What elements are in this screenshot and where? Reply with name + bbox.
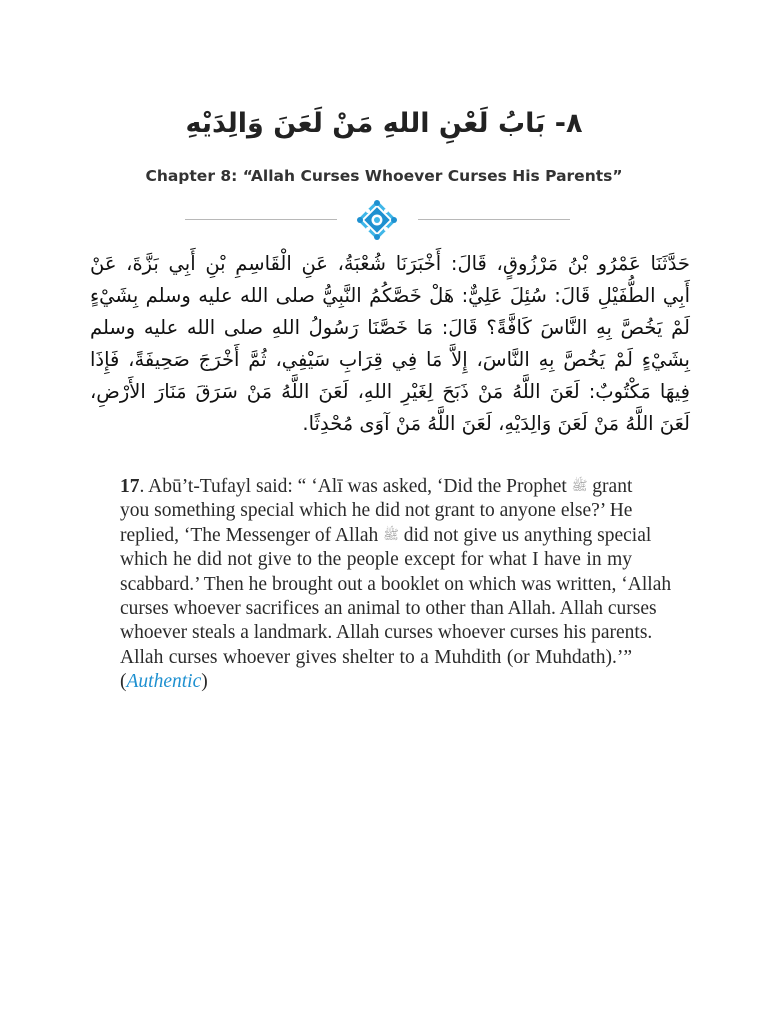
divider-line-left <box>185 219 337 220</box>
salutation-icon: ﷺ <box>383 527 399 543</box>
chapter-title: Chapter 8: “Allah Curses Whoever Curses His Parents” <box>145 167 623 185</box>
translation-line: curses whoever sacrifices an animal to other than Allah. Allah curses <box>120 598 657 620</box>
translation-line: 17. Abū’t-Tufayl said: “ ‘Alī was asked, ‘Did the Prophet ﷺ grant <box>120 475 632 499</box>
translation-line: which he did not give to the people except for what I have in my <box>120 549 632 571</box>
arabic-line: لَمْ يَخُصَّ بِهِ النَّاسَ كَافَّةً؟ قَالَ: مَا خَصَّنَا رَسُولُ اللهِ صلى الله عليه وسلم <box>90 316 690 339</box>
translation-line: you something special which he did not grant to anyone else?’ He <box>120 500 633 522</box>
divider-line-right <box>418 219 570 220</box>
star-ornament-icon <box>355 198 399 242</box>
arabic-line: لَعَنَ اللَّهُ مَنْ لَعَنَ وَالِدَيْهِ، لَعَنَ اللَّهُ مَنْ آوَى مُحْدِثًا. <box>302 412 690 435</box>
arabic-hadith-text <box>90 248 690 440</box>
arabic-line: بِشَيْءٍ لَمْ يَخُصَّ بِهِ النَّاسَ، إِلاَّ مَا فِي قِرَابِ سَيْفِي، ثُمَّ أَخْرَجَ صَحِيفَةً، فَإِذَا <box>90 348 690 371</box>
arabic-line: فِيهَا مَكْتُوبٌ: لَعَنَ اللَّهُ مَنْ ذَبَحَ لِغَيْرِ اللهِ، لَعَنَ اللَّهُ مَنْ سَرَقَ مَنَارَ الأَرْضِ، <box>90 380 690 403</box>
arabic-line: أَبِي الطُّفَيْلِ قَالَ: سُئِلَ عَلِيٌّ: هَلْ خَصَّكُمُ النَّبِيُّ صلى الله عليه وسلم بِشَيْءٍ <box>90 284 690 307</box>
translation-line: Allah curses whoever gives shelter to a Muhdith (or Muhdath).’” <box>120 646 632 668</box>
hadith-number: 17 <box>120 476 140 497</box>
grading-line: (Authentic) <box>120 671 208 693</box>
salutation-icon: ﷺ <box>571 479 588 494</box>
arabic-chapter-title: ٨- بَابُ لَعْنِ اللهِ مَنْ لَعَنَ وَالِدَيْهِ <box>185 108 583 139</box>
hadith-grade: Authentic <box>126 671 202 693</box>
translation-line: whoever steals a landmark. Allah curses whoever curses his parents. <box>120 622 653 644</box>
translation-line: replied, ‘The Messenger of Allah ﷺ did not give us anything special <box>120 524 632 548</box>
ornamental-divider <box>185 198 570 242</box>
english-translation <box>120 475 672 695</box>
arabic-line: حَدَّثَنَا عَمْرُو بْنُ مَرْزُوقٍ، قَالَ: أَخْبَرَنَا شُعْبَةُ، عَنِ الْقَاسِمِ بْنِ أَبِي بَزَّةَ، عَنْ <box>90 252 690 275</box>
translation-line: scabbard.’ Then he brought out a booklet on which was written, ‘Allah <box>120 573 672 595</box>
